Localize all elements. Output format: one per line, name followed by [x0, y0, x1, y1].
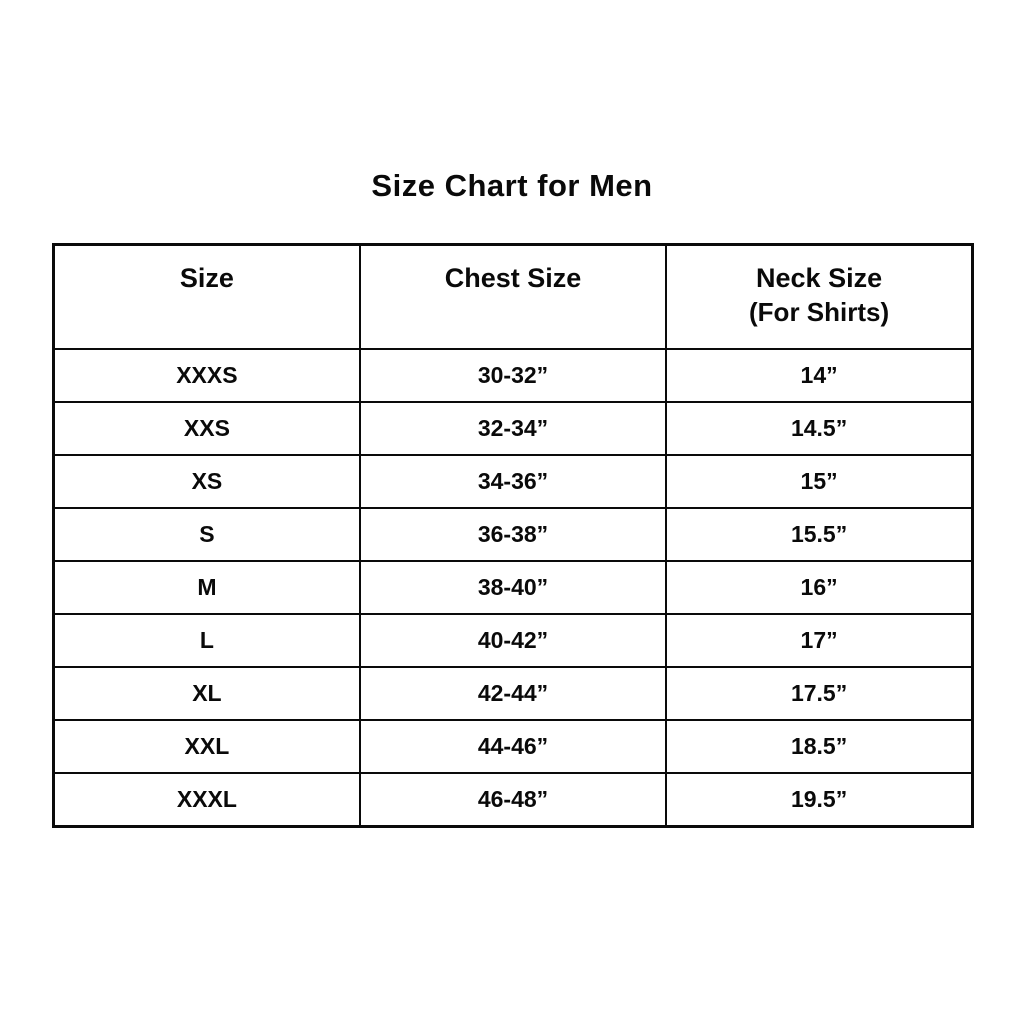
cell-size: S: [54, 508, 360, 561]
cell-chest-size: 34-36”: [360, 455, 666, 508]
cell-neck-size: 17.5”: [666, 667, 972, 720]
header-neck-size-line1: Neck Size: [756, 263, 883, 293]
cell-chest-size: 44-46”: [360, 720, 666, 773]
cell-chest-size: 36-38”: [360, 508, 666, 561]
cell-size: XL: [54, 667, 360, 720]
cell-neck-size: 14”: [666, 349, 972, 402]
table-row: [54, 508, 973, 561]
cell-size: L: [54, 614, 360, 667]
size-table-body: [54, 349, 973, 827]
cell-chest-size: 38-40”: [360, 561, 666, 614]
page-title: Size Chart for Men: [371, 168, 653, 203]
table-row: [54, 614, 973, 667]
table-row: [54, 720, 973, 773]
header-chest-size: Chest Size: [360, 245, 666, 350]
cell-neck-size: 17”: [666, 614, 972, 667]
cell-neck-size: 18.5”: [666, 720, 972, 773]
size-table: [52, 243, 974, 828]
cell-size: XXXS: [54, 349, 360, 402]
table-row: [54, 455, 973, 508]
cell-neck-size: 16”: [666, 561, 972, 614]
table-row: [54, 667, 973, 720]
header-row: [54, 245, 973, 350]
table-row: [54, 561, 973, 614]
cell-neck-size: 15”: [666, 455, 972, 508]
cell-neck-size: 15.5”: [666, 508, 972, 561]
table-row: [54, 349, 973, 402]
cell-neck-size: 19.5”: [666, 773, 972, 827]
cell-neck-size: 14.5”: [666, 402, 972, 455]
cell-chest-size: 40-42”: [360, 614, 666, 667]
header-neck-size-line2: (For Shirts): [749, 296, 890, 327]
header-neck-size: [666, 245, 972, 350]
size-table-head: [54, 245, 973, 350]
table-row: [54, 402, 973, 455]
table-row: [54, 773, 973, 827]
cell-chest-size: 46-48”: [360, 773, 666, 827]
cell-size: XXS: [54, 402, 360, 455]
cell-size: M: [54, 561, 360, 614]
header-size: Size: [54, 245, 360, 350]
cell-size: XS: [54, 455, 360, 508]
cell-chest-size: 32-34”: [360, 402, 666, 455]
cell-size: XXXL: [54, 773, 360, 827]
cell-chest-size: 30-32”: [360, 349, 666, 402]
cell-chest-size: 42-44”: [360, 667, 666, 720]
cell-size: XXL: [54, 720, 360, 773]
